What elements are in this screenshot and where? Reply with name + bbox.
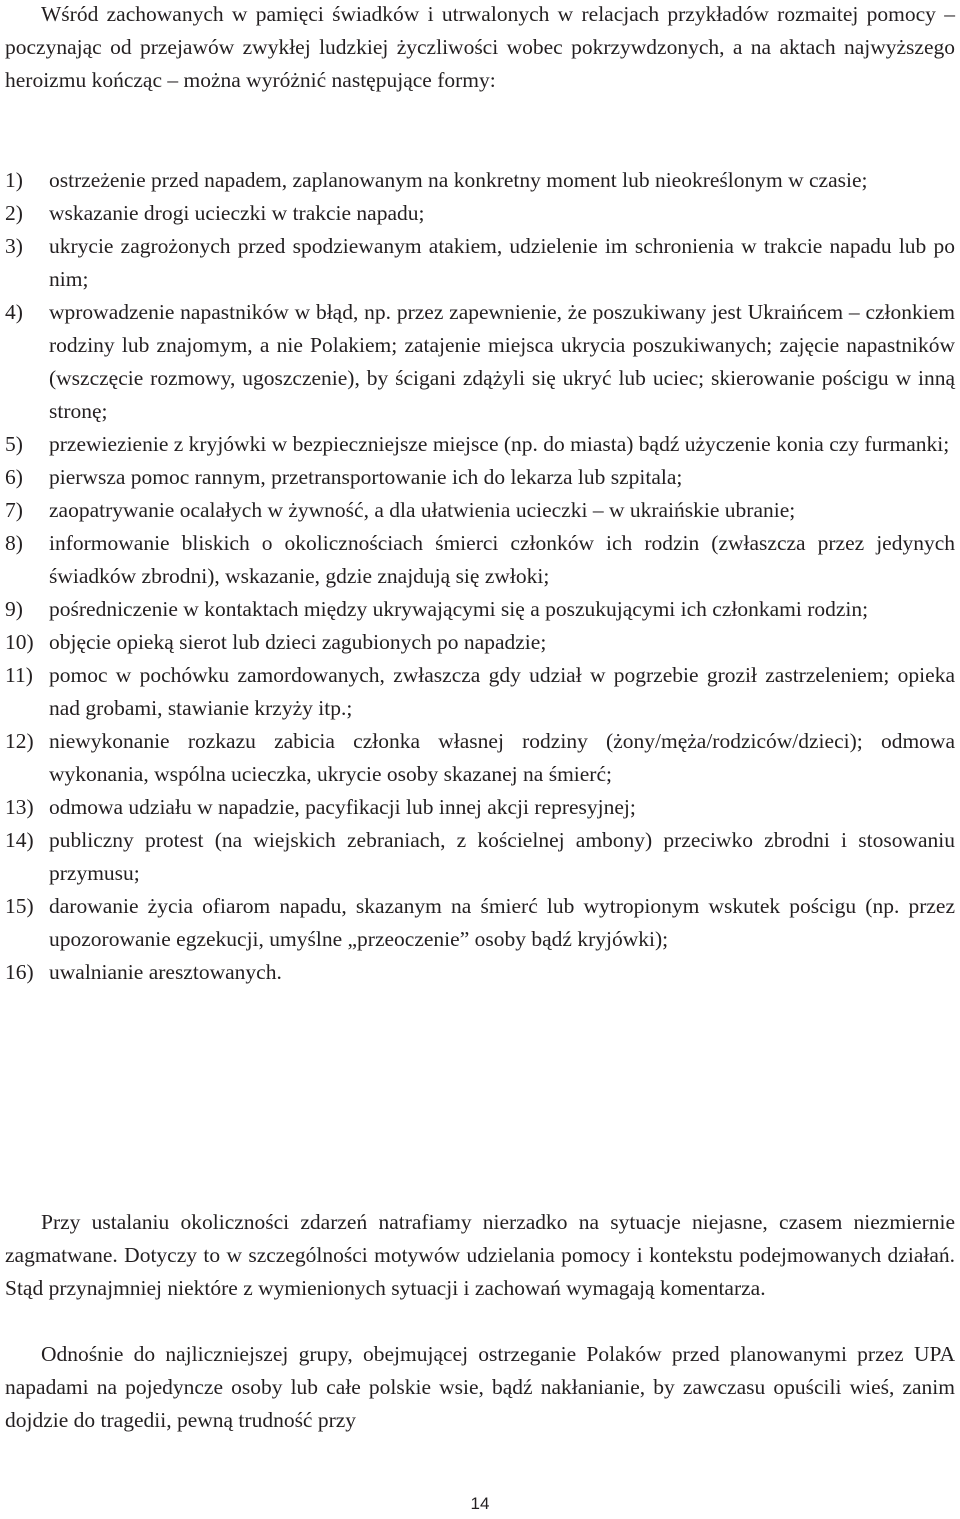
list-item (5, 824, 955, 890)
list-item-text: przewiezienie z kryjówki w bezpieczniejsze miejsce (np. do miasta) bądź użyczenie konia czy furmanki; (49, 432, 950, 456)
list-item-number: 16) (5, 960, 34, 984)
list-item (5, 593, 955, 626)
list-item-text: uwalnianie aresztowanych. (49, 960, 282, 984)
list-item (5, 791, 955, 824)
list-item-text: ukrycie zagrożonych przed spodziewanym atakiem, udzielenie im schronienia w trakcie napadu lub po nim; (49, 234, 955, 291)
list-item-number: 12) (5, 729, 34, 753)
list-item-text: ostrzeżenie przed napadem, zaplanowanym na konkretny moment lub nieokreślonym w czasie; (49, 168, 868, 192)
intro-paragraph: Wśród zachowanych w pamięci świadków i utrwalonych w relacjach przykładów rozmaitej pomocy – poczynając od przejawów zwykłej ludzkiej życzliwości wobec pokrzywdzonych, a na aktach najwyższego heroizmu kończąc – można wyróżnić następujące formy: (5, 2, 955, 92)
list-item (5, 296, 955, 428)
page-number: 14 (470, 1494, 490, 1513)
list-item-number: 10) (5, 630, 34, 654)
list-item-text: pośredniczenie w kontaktach między ukrywającymi się a poszukującymi ich członkami rodzin; (49, 597, 869, 621)
list-item-text: objęcie opieką sierot lub dzieci zagubionych po napadzie; (49, 630, 547, 654)
list-item-number: 14) (5, 828, 34, 852)
list-item-text: pierwsza pomoc rannym, przetransportowanie ich do lekarza lub szpitala; (49, 465, 683, 489)
list-item-text: wprowadzenie napastników w błąd, np. przez zapewnienie, że poszukiwany jest Ukraińcem – członkiem rodziny lub znajomym, a nie Polakiem; zatajenie miejsca ukrycia poszukiwanych; zajęcie napastników (wszczęcie rozmowy, ugoszczenie), by ścigani zdążyli się ukryć lub uciec; skierowanie pościgu w inną stronę; (49, 300, 955, 423)
list-item-number: 6) (5, 465, 23, 489)
list-item (5, 725, 955, 791)
list-item-number: 15) (5, 894, 34, 918)
list-item (5, 890, 955, 956)
list-item (5, 428, 955, 461)
list-item-number: 3) (5, 234, 23, 258)
list-item-text: darowanie życia ofiarom napadu, skazanym na śmierć lub wytropionym wskutek pościgu (np. przez upozorowanie egzekucji, umyślne „przeoczenie” osoby bądź kryjówki); (49, 894, 955, 951)
list-item (5, 659, 955, 725)
list-item (5, 626, 955, 659)
list-item-number: 13) (5, 795, 34, 819)
list-item-text: wskazanie drogi ucieczki w trakcie napadu; (49, 201, 425, 225)
list-item-number: 7) (5, 498, 23, 522)
list-item-text: pomoc w pochówku zamordowanych, zwłaszcza gdy udział w pogrzebie groził zastrzeleniem; opieka nad grobami, stawianie krzyży itp.; (49, 663, 955, 720)
list-item-number: 5) (5, 432, 23, 456)
document-page (5, 0, 955, 1519)
body-paragraph-3: Odnośnie do najliczniejszej grupy, obejmującej ostrzeganie Polaków przed planowanymi przez UPA napadami na pojedyncze osoby lub całe polskie wsie, bądź nakłanianie, by zawczasu opuścili wieś, zanim dojdzie do tragedii, pewną trudność przy (5, 1342, 955, 1432)
list-item (5, 527, 955, 593)
list-item (5, 230, 955, 296)
list-item-text: publiczny protest (na wiejskich zebraniach, z kościelnej ambony) przeciwko zbrodni i stosowaniu przymusu; (49, 828, 955, 885)
list-item (5, 494, 955, 527)
forms-of-help-list (5, 164, 955, 989)
list-item-text: odmowa udziału w napadzie, pacyfikacji lub innej akcji represyjnej; (49, 795, 636, 819)
list-item-text: informowanie bliskich o okolicznościach śmierci członków ich rodzin (zwłaszcza przez jedynych świadków zbrodni), wskazanie, gdzie znajdują się zwłoki; (49, 531, 955, 588)
list-item-number: 2) (5, 201, 23, 225)
list-item-number: 8) (5, 531, 23, 555)
list-item (5, 197, 955, 230)
list-item-number: 4) (5, 300, 23, 324)
list-item-number: 1) (5, 168, 23, 192)
list-item (5, 956, 955, 989)
body-paragraph-2: Przy ustalaniu okoliczności zdarzeń natrafiamy nierzadko na sytuacje niejasne, czasem niezmiernie zagmatwane. Dotyczy to w szczególności motywów udzielania pomocy i kontekstu podejmowanych działań. Stąd przynajmniej niektóre z wymienionych sytuacji i zachowań wymagają komentarza. (5, 1210, 955, 1300)
list-item (5, 461, 955, 494)
list-item (5, 164, 955, 197)
list-item-number: 11) (5, 663, 33, 687)
list-item-text: niewykonanie rozkazu zabicia członka własnej rodziny (żony/męża/rodziców/dzieci); odmowa wykonania, wspólna ucieczka, ukrycie osoby skazanej na śmierć; (49, 729, 955, 786)
list-item-text: zaopatrywanie ocalałych w żywność, a dla ułatwienia ucieczki – w ukraińskie ubranie; (49, 498, 796, 522)
list-item-number: 9) (5, 597, 23, 621)
